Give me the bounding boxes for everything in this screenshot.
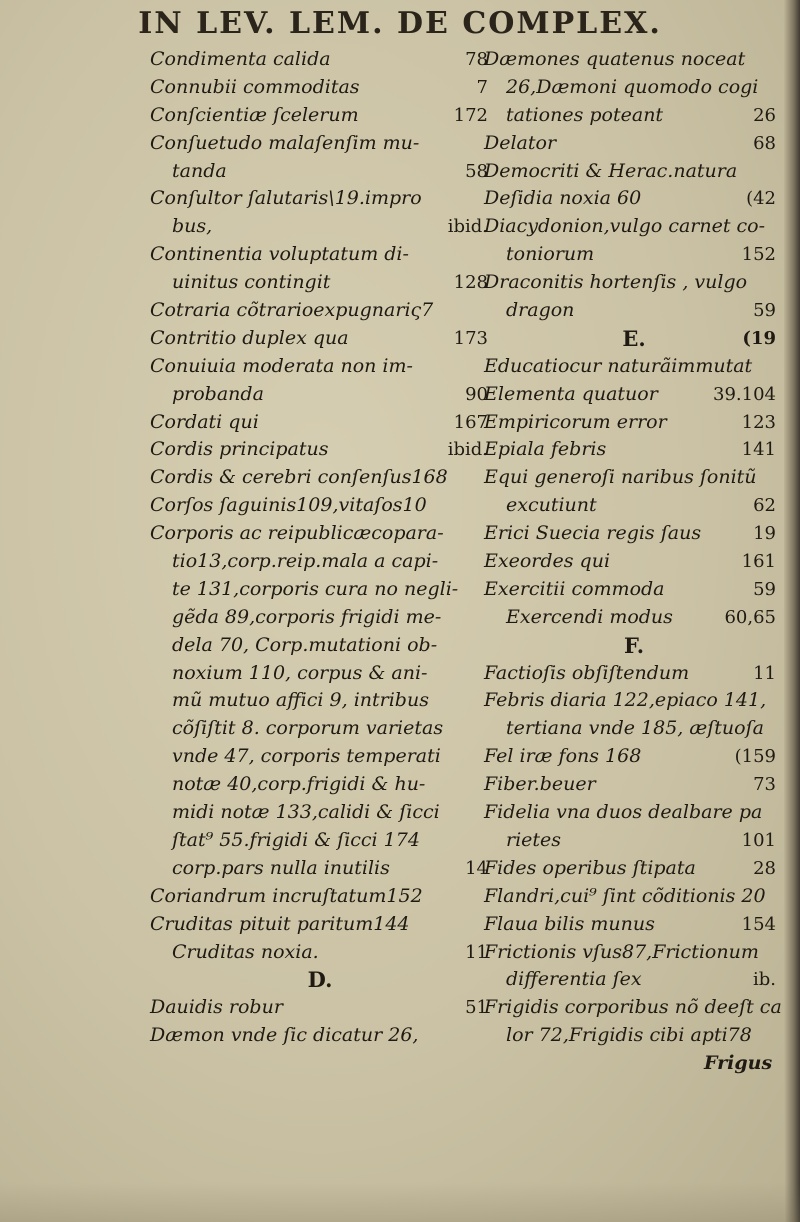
- index-entry: [150, 994, 490, 1022]
- entry-text: uinitus contingit: [172, 271, 331, 294]
- entry-text: excutiunt: [506, 494, 597, 517]
- entry-page-number: ibid.: [447, 439, 488, 461]
- entry-text: midi notæ 133,calidi & ſicci: [172, 801, 440, 824]
- entry-text: Educatiocur naturãimmutat: [484, 354, 753, 377]
- entry-page-number: 11: [465, 941, 488, 963]
- entry-text: Frigus: [704, 1052, 773, 1075]
- entry-text: Dæmones quatenus noceat: [484, 48, 746, 70]
- entry-text: corp.pars nulla inutilis: [172, 856, 390, 879]
- index-entry: [484, 297, 784, 325]
- index-entry: [484, 241, 784, 269]
- entry-text: Fides operibus ſtipata: [484, 856, 696, 879]
- index-entry: [150, 436, 490, 464]
- index-entry: [150, 409, 490, 437]
- index-entry: [484, 436, 784, 464]
- index-entry: [150, 213, 490, 241]
- index-entry: [150, 520, 490, 548]
- index-entry: [484, 381, 784, 409]
- entry-text: te 131,corporis cura no negli-: [172, 577, 459, 600]
- entry-text: gẽda 89,corporis frigidi me-: [172, 605, 442, 628]
- entry-text: Dæmon vnde ſic dicatur 26,: [150, 1024, 419, 1047]
- index-entry: [150, 381, 490, 409]
- entry-text: Corſos ſaguinis109,vitaſos10: [150, 494, 427, 517]
- index-entry: [484, 883, 784, 911]
- entry-text: Democriti & Herac.natura: [484, 159, 738, 182]
- index-entry: [150, 102, 490, 130]
- entry-text: Coriandrum incruſtatum152: [150, 884, 423, 907]
- index-entry: [484, 1022, 784, 1050]
- index-entry: [484, 799, 784, 827]
- entry-text: Conſultor ſalutaris\19.impro: [150, 187, 422, 210]
- index-entry: [150, 548, 490, 576]
- index-entry: [484, 520, 784, 548]
- entry-text: Dauidis robur: [150, 996, 283, 1019]
- index-entry: [150, 660, 490, 688]
- entry-text: ſtat⁹ 55.frigidi & ſicci 174: [172, 828, 420, 851]
- entry-page-number: 59: [753, 300, 776, 322]
- entry-text: tio13,corp.reip.mala a capi-: [172, 550, 439, 573]
- entry-text: mũ mutuo affici 9, intribus: [172, 689, 429, 712]
- index-entry: [484, 46, 784, 74]
- index-entry: [150, 911, 490, 939]
- entry-page-number: 172: [453, 104, 488, 126]
- entry-text: Flaua bilis munus: [484, 912, 655, 935]
- entry-page-number: 173: [453, 327, 488, 349]
- entry-text: probanda: [172, 382, 264, 405]
- entry-text: Fidelia vna duos dealbare pa: [484, 801, 763, 824]
- entry-text: bus,: [172, 215, 213, 238]
- index-entry: [484, 548, 784, 576]
- index-entry: [484, 743, 784, 771]
- entry-page-number: 28: [753, 857, 776, 879]
- index-entry: [484, 576, 784, 604]
- index-entry: [150, 771, 490, 799]
- entry-text: vnde 47, corporis temperati: [172, 745, 441, 768]
- entry-page-number: (42: [746, 188, 776, 210]
- entry-page-number: 7: [476, 76, 488, 98]
- entry-text: Cotraria cõtrarioexpugnariς7: [150, 299, 434, 322]
- entry-text: dragon: [506, 299, 575, 322]
- entry-text: lor 72,Frigidis cibi apti78: [506, 1024, 752, 1047]
- index-entry: [150, 1022, 490, 1050]
- entry-text: Deſidia noxia 60: [484, 187, 642, 210]
- entry-text: Conſcientiæ ſcelerum: [150, 103, 359, 126]
- index-entry: [150, 74, 490, 102]
- entry-page-number: 167: [453, 411, 488, 433]
- entry-text: Cordati qui: [150, 410, 259, 433]
- index-entry: [150, 939, 490, 967]
- index-entry: [484, 939, 784, 967]
- entry-page-number: 128: [453, 272, 488, 294]
- index-entry: [484, 994, 784, 1022]
- index-entry: [150, 130, 490, 158]
- index-entry: [150, 185, 490, 213]
- index-entry: [484, 660, 784, 688]
- entry-text: Corporis ac reipublicæcopara-: [150, 522, 444, 545]
- index-entry: [150, 353, 490, 381]
- index-entry: [484, 130, 784, 158]
- entry-text: Exercitii commoda: [484, 577, 665, 600]
- entry-page-number: 141: [741, 439, 776, 461]
- index-entry: [484, 966, 784, 994]
- index-entry: [484, 771, 784, 799]
- index-entry: [484, 911, 784, 939]
- entry-text: Factioſis obſiſtendum: [484, 661, 690, 684]
- entry-page-number: 73: [753, 774, 776, 796]
- page-shadow: [0, 1182, 800, 1222]
- index-entry: [484, 855, 784, 883]
- entry-text: Febris diaria 122,epiaco 141,: [484, 689, 767, 712]
- entry-page-number: 58: [465, 160, 488, 182]
- running-header: IN LEV. LEM. DE COMPLEX.: [138, 6, 662, 41]
- index-entry: [484, 715, 784, 743]
- entry-text: tationes poteant: [506, 103, 664, 126]
- entry-page-number: 68: [753, 132, 776, 154]
- index-entry: [150, 715, 490, 743]
- entry-page-number: 161: [741, 551, 776, 573]
- index-entry: [484, 492, 784, 520]
- entry-page-number: 90: [465, 383, 488, 405]
- entry-text: Epiala febris: [484, 438, 607, 461]
- entry-text: tanda: [172, 159, 227, 182]
- index-entry: [484, 1050, 784, 1078]
- entry-page-number: 123: [741, 411, 776, 433]
- entry-page-number: ib.: [752, 969, 776, 991]
- index-entry: [150, 827, 490, 855]
- entry-text: F.: [623, 632, 645, 658]
- index-entry: [484, 687, 784, 715]
- index-entry: [150, 966, 490, 994]
- entry-text: Diacydonion,vulgo carnet co-: [484, 215, 766, 238]
- index-entry: [484, 604, 784, 632]
- entry-page-number: 11: [753, 662, 776, 684]
- index-entry: [484, 632, 784, 660]
- entry-page-number: 39.104: [713, 383, 776, 405]
- entry-text: dela 70, Corp.mutationi ob-: [172, 633, 438, 656]
- entry-page-number: (159: [734, 746, 776, 768]
- entry-page-number: 14: [465, 857, 488, 879]
- index-entry: [150, 158, 490, 186]
- index-entry: [150, 687, 490, 715]
- entry-text: Continentia voluptatum di-: [150, 243, 409, 266]
- entry-text: Frigidis corporibus nõ deeſt ca: [484, 996, 782, 1019]
- index-entry: [150, 632, 490, 660]
- entry-text: Cordis & cerebri conſenſus168: [150, 466, 448, 489]
- entry-text: Elementa quatuor: [484, 382, 658, 405]
- entry-page-number: 60,65: [724, 606, 776, 628]
- index-column-left: [150, 46, 490, 1050]
- entry-text: Contritio duplex qua: [150, 326, 349, 349]
- index-entry: [484, 464, 784, 492]
- index-entry: [150, 46, 490, 74]
- index-entry: [484, 353, 784, 381]
- index-entry: [484, 102, 784, 130]
- index-entry: [150, 297, 490, 325]
- entry-text: Connubii commoditas: [150, 75, 360, 98]
- index-entry: [150, 464, 490, 492]
- entry-text: cõſiſtit 8. corporum varietas: [172, 717, 444, 740]
- entry-text: Fel iræ fons 168: [484, 745, 642, 768]
- entry-text: Exercendi modus: [506, 605, 673, 628]
- entry-text: Frictionis vſus87,Frictionum: [484, 940, 759, 963]
- entry-text: Cordis principatus: [150, 438, 329, 461]
- index-entry: [150, 743, 490, 771]
- index-entry: [484, 74, 784, 102]
- entry-text: differentia ſex: [506, 968, 642, 991]
- index-entry: [150, 883, 490, 911]
- index-entry: [150, 576, 490, 604]
- entry-text: Empiricorum error: [484, 410, 667, 433]
- index-entry: [484, 185, 784, 213]
- index-entry: [484, 269, 784, 297]
- entry-page-number: 154: [741, 913, 776, 935]
- entry-text: E.: [622, 325, 646, 351]
- entry-text: notæ 40,corp.frigidi & hu-: [172, 773, 426, 796]
- entry-page-number: ibid.: [447, 216, 488, 238]
- entry-text: Cruditas pituit paritum144: [150, 912, 410, 935]
- entry-text: Draconitis hortenſis , vulgo: [484, 271, 748, 294]
- entry-text: D.: [307, 967, 333, 993]
- entry-text: rietes: [506, 828, 562, 851]
- entry-page-number: 59: [753, 578, 776, 600]
- entry-page-number: 101: [741, 829, 776, 851]
- index-entry: [484, 158, 784, 186]
- entry-page-number: 19: [753, 523, 776, 545]
- entry-text: Cruditas noxia.: [172, 940, 319, 963]
- index-entry: [150, 855, 490, 883]
- entry-text: Flandri,cui⁹ ſint cõditionis 20: [484, 884, 766, 907]
- entry-text: Equi generoſi naribus ſonitũ: [484, 466, 757, 489]
- entry-text: Conſuetudo malaſenſim mu-: [150, 131, 420, 154]
- entry-text: Erici Suecia regis ſaus: [484, 522, 702, 545]
- entry-text: Conuiuia moderata non im-: [150, 354, 413, 377]
- entry-text: Condimenta calida: [150, 48, 331, 70]
- index-entry: [150, 269, 490, 297]
- entry-page-number: 62: [753, 495, 776, 517]
- entry-text: toniorum: [506, 243, 595, 266]
- index-entry: [150, 799, 490, 827]
- index-entry: [484, 827, 784, 855]
- entry-page-number: (19: [742, 327, 776, 349]
- page-edge: [784, 0, 800, 1222]
- entry-text: Exeordes qui: [484, 550, 611, 573]
- entry-text: Delator: [484, 131, 557, 154]
- index-entry: [150, 492, 490, 520]
- index-entry: [484, 213, 784, 241]
- entry-page-number: 26: [753, 104, 776, 126]
- entry-text: noxium 110, corpus & ani-: [172, 661, 428, 684]
- index-entry: [484, 325, 784, 353]
- index-entry: [484, 409, 784, 437]
- entry-text: Fiber.beuer: [484, 773, 596, 796]
- index-entry: [150, 325, 490, 353]
- entry-page-number: 51: [465, 997, 488, 1019]
- index-entry: [150, 604, 490, 632]
- entry-page-number: 152: [741, 244, 776, 266]
- entry-page-number: 78: [465, 49, 488, 70]
- index-entry: [150, 241, 490, 269]
- entry-text: 26,Dæmoni quomodo cogi: [506, 75, 759, 98]
- entry-text: tertiana vnde 185, æſtuoſa: [506, 717, 764, 740]
- index-column-right: [484, 46, 784, 1078]
